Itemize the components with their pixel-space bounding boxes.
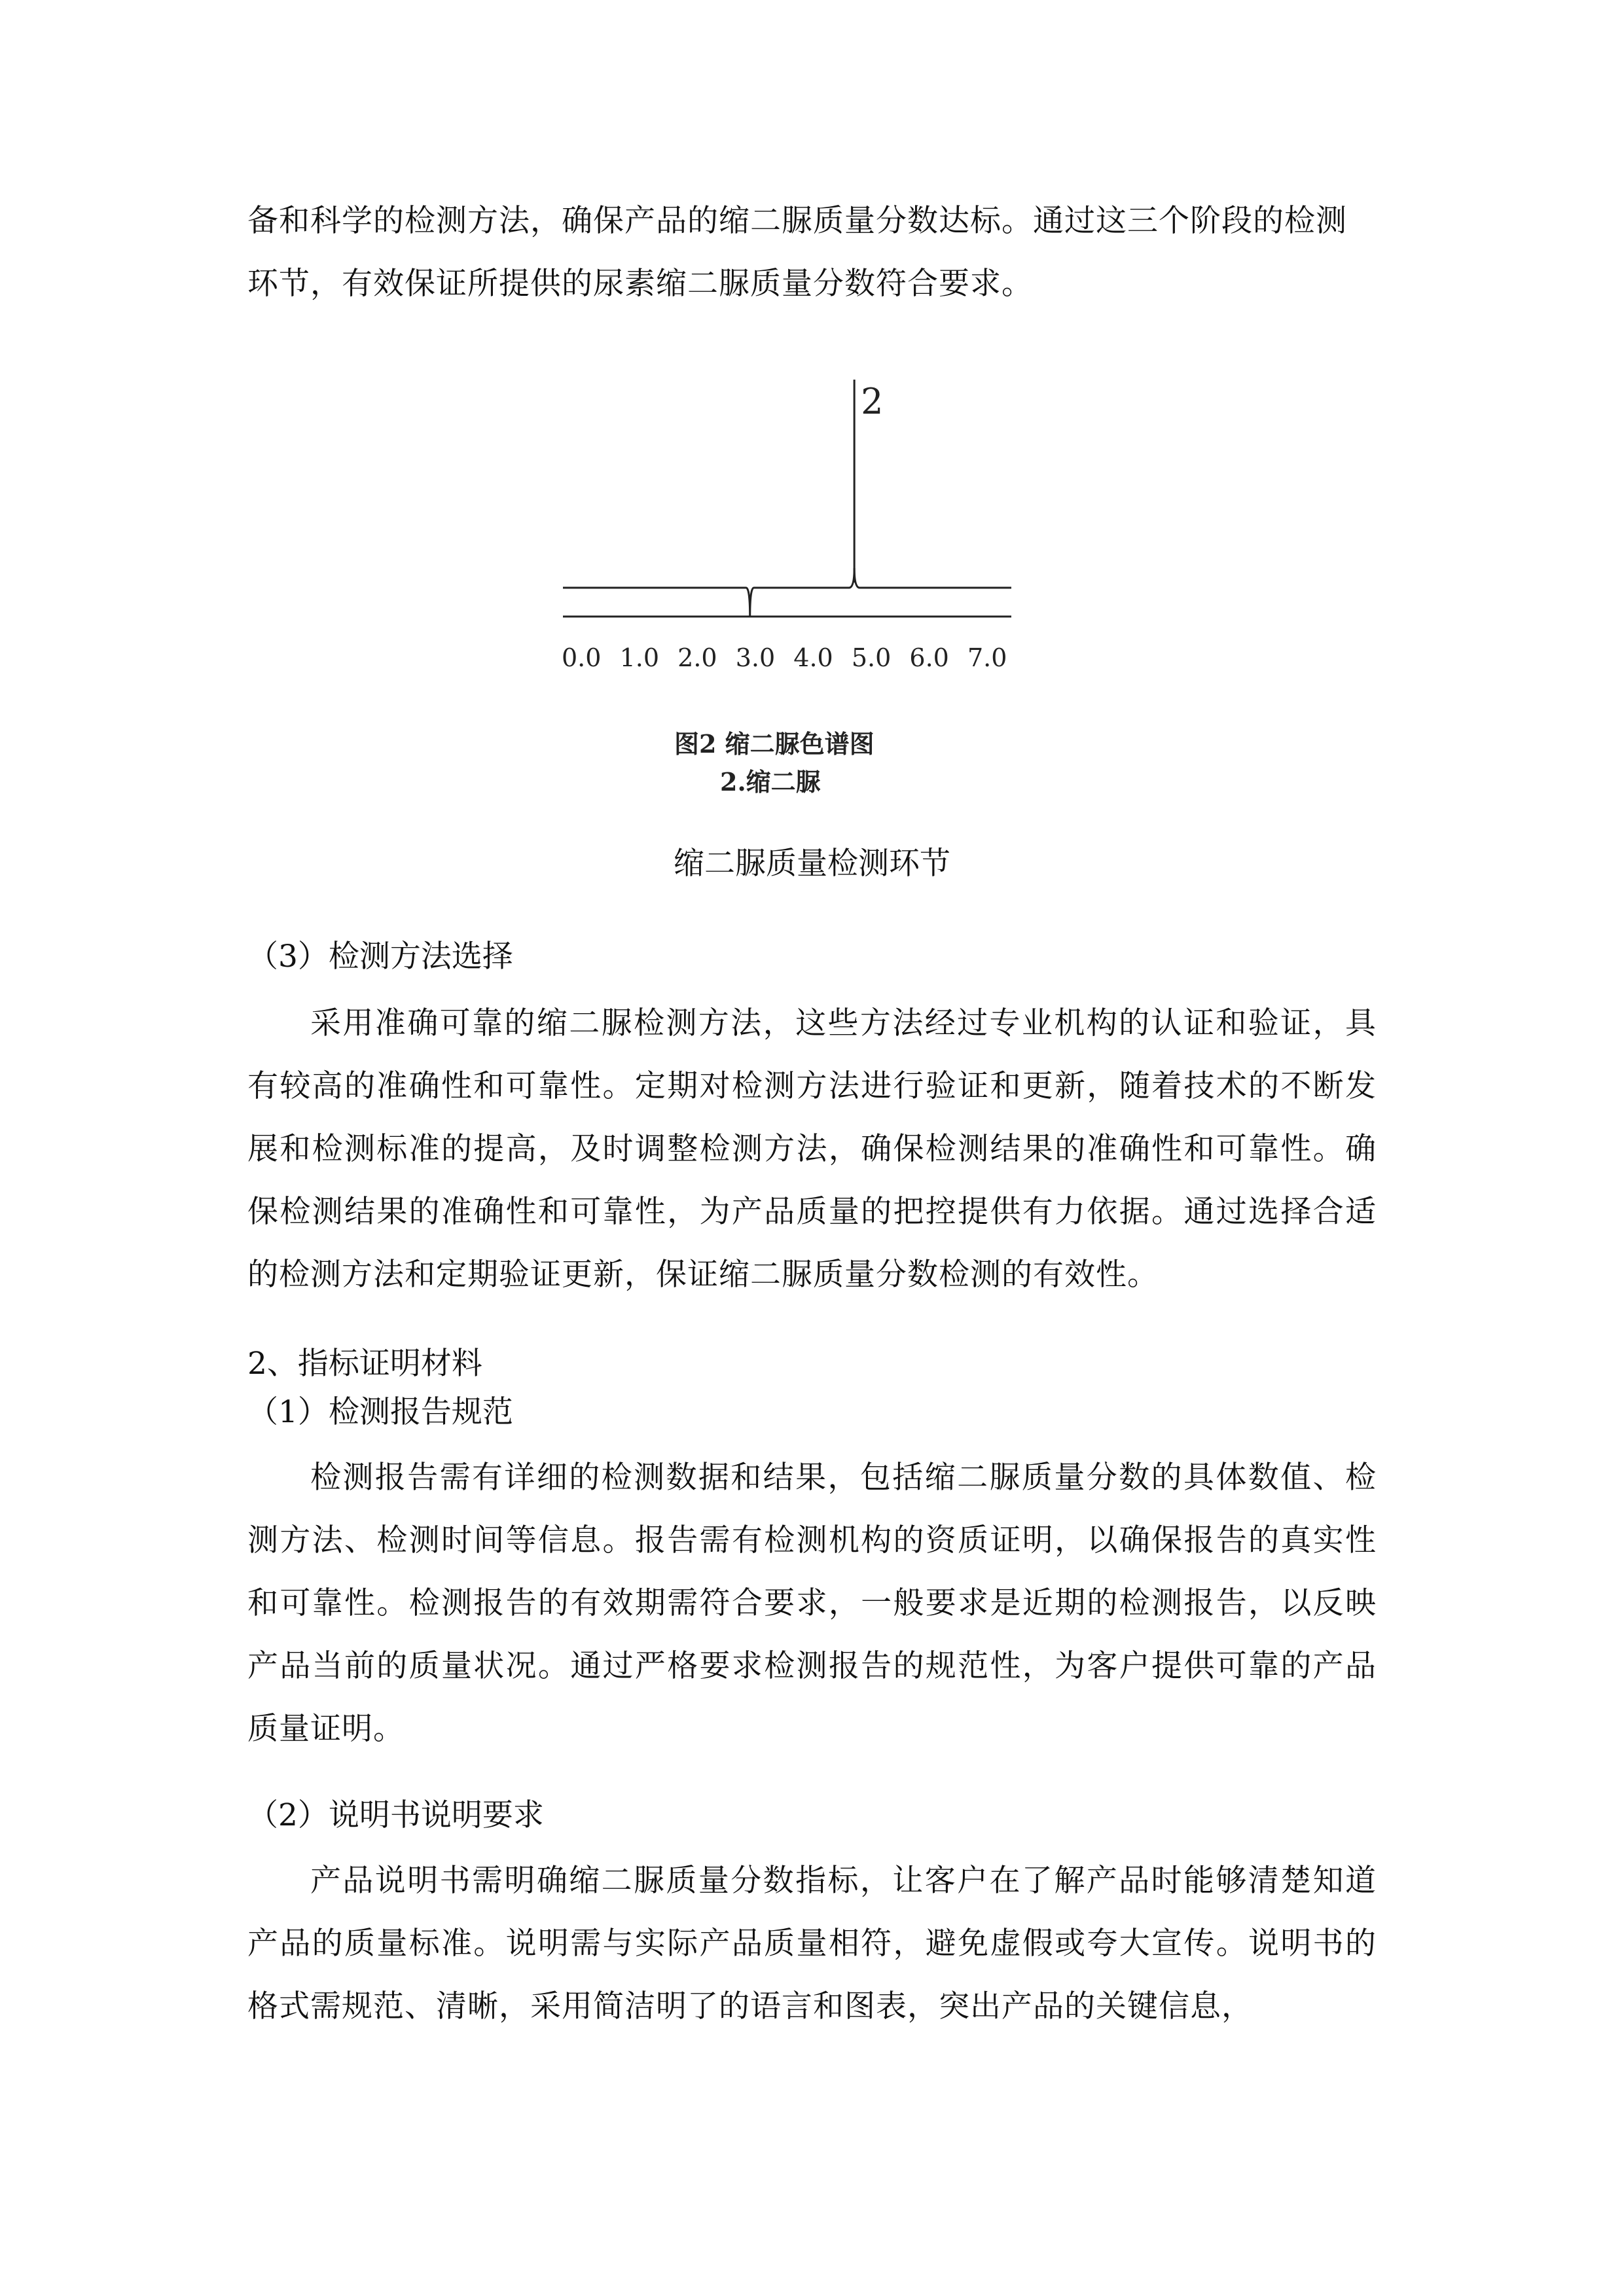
tick-label-0: 0.0 [562, 643, 602, 672]
chromatogram-svg [550, 353, 1021, 825]
figure-caption: 缩二脲质量检测环节 [674, 846, 950, 882]
tick-label-2: 2.0 [677, 643, 717, 672]
section-body-3: 采用准确可靠的缩二脲检测方法，这些方法经过专业机构的认证和验证，具有较高的准确性和可靠性。定期对检测方法进行验证和更新，随着技术的不断发展和检测标准的提高，及时调整检测方法，确保检测结果的准确性和可靠性。确保检测结果的准确性和可靠性，为产品质量的把控提供有力依据。通过选择合适的检测方法和定期验证更新，保证缩二脲质量分数检测的有效性。 [247, 1005, 1377, 1293]
section-heading-2: （2）说明书说明要求 [247, 1797, 544, 1833]
tick-label-6: 6.0 [909, 643, 949, 672]
section-heading-3: （3）检测方法选择 [247, 939, 513, 975]
section-heading-1: （1）检测报告规范 [247, 1394, 513, 1430]
figure-subtitle: 2.缩二脲 [720, 767, 821, 797]
signal-trace [563, 568, 1011, 617]
chromatogram-figure [550, 353, 1021, 825]
x-axis-ticks [562, 643, 1007, 672]
peak-label: 2 [861, 381, 884, 422]
tick-label-3: 3.0 [735, 643, 776, 672]
section-body-1: 检测报告需有详细的检测数据和结果，包括缩二脲质量分数的具体数值、检测方法、检测时间等信息。报告需有检测机构的资质证明，以确保报告的真实性和可靠性。检测报告的有效期需符合要求，一般要求是近期的检测报告，以反映产品当前的质量状况。通过严格要求检测报告的规范性，为客户提供可靠的产品质量证明。 [247, 1460, 1377, 1747]
figure-title: 图2 缩二脲色谱图 [674, 729, 875, 759]
heading-indicator-proof: 2、指标证明材料 [247, 1346, 482, 1382]
paragraph-top: 备和科学的检测方法，确保产品的缩二脲质量分数达标。通过这三个阶段的检测环节，有效保证所提供的尿素缩二脲质量分数符合要求。 [247, 203, 1347, 302]
tick-label-4: 4.0 [793, 643, 833, 672]
tick-label-7: 7.0 [967, 643, 1007, 672]
tick-label-5: 5.0 [851, 643, 892, 672]
tick-label-1: 1.0 [619, 643, 660, 672]
section-body-2: 产品说明书需明确缩二脲质量分数指标，让客户在了解产品时能够清楚知道产品的质量标准。说明需与实际产品质量相符，避免虚假或夸大宣传。说明书的格式需规范、清晰，采用简洁明了的语言和图表，突出产品的关键信息， [247, 1863, 1377, 2024]
